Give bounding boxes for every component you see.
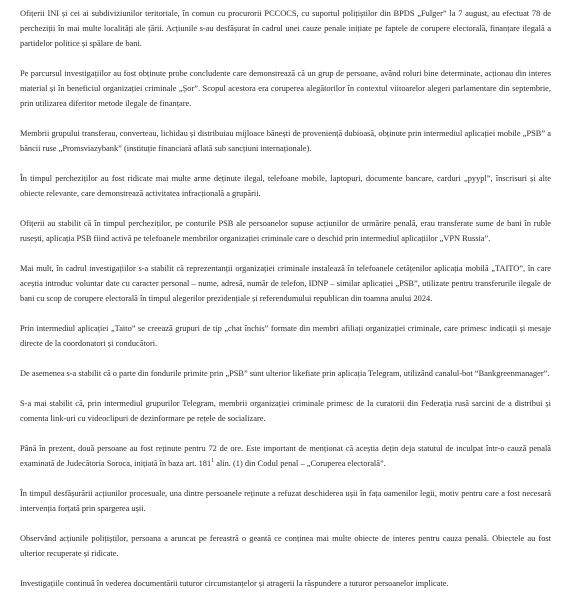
paragraph-taito-app: Mai mult, în cadrul investigațiilor s-a stabilit că reprezentanții organizației criminale instalează în telefoanele cetățenilor aplicația mobilă „TAITO”, în care aceștia introduc voluntar date cu caracter personal – nume, adresă, număr de telefon, IDNP – similar aplicației „PSB”, utilizate pentru transferurile ilegale de bani cu scop de corupere electorală în timpul alegerilor prezidențiale și referendumului republican din toamna anului 2024. [20,264,551,303]
paragraph-money-transfers: Membrii grupului transferau, converteau, lichidau și distribuiau mijloace bănești de proveniență dubioasă, obținute prin intermediul aplicației mobile „PSB” a băncii ruse „Promsviazybank” (instituție financiară aflată sub sancțiuni internaționale). [20,129,551,153]
paragraph-closed-chats: Prin intermediul aplicației „Taito” se creează grupuri de tip „chat închis” formate din membri afiliați organizației criminale, care primesc indicații și mesaje directe de la coordonatori și conducători. [20,324,551,348]
paragraph-evidence: Pe parcursul investigațiilor au fost obținute probe concludente care demonstrează că un grup de persoane, având roluri bine determinate, acționau din interes material și în beneficiul organizației criminale „Șor”. Scopul acestora era coruperea alegătorilor în contextul viitoarelor alegeri parlamentare din septembrie, prin utilizarea diferitor metode ilegale de finanțare. [20,69,551,108]
paragraph-psb-accounts: Ofițerii au stabilit că în timpul percheziților, pe conturile PSB ale persoanelor supuse acțiunilor de urmărire penală, erau transferate sume de bani în ruble rusești, aplicația PSB fiind activă pe telefoanele membrilor organizației criminale care o deschid prin intermediul aplicațiilor „VPN Russia”. [20,219,551,243]
paragraph-seized-items: În timpul percheziților au fost ridicate mai multe arme deținute ilegal, telefoane mobile, laptopuri, documente bancare, carduri „pyypl”, înscrisuri și alte obiecte relevante, care demonstrează activitatea infracțională a grupării. [20,174,551,198]
paragraph-disinformation: S-a mai stabilit că, prin intermediul grupurilor Telegram, membrii organizației criminale primesc de la curatorii din Federația rusă sarcini de a distribui și comenta link-uri cu videoclipuri de dezinformare pe rețele de socializare. [20,399,551,423]
paragraph-detentions [20,441,551,471]
paragraph-detentions-text: Până în prezent, două persoane au fost reținute pentru 72 de ore. Este important de menționat că aceștia dețin deja statutul de inculpat într-o cauză penală examinată de Judecătoria Soroca, inițiată în baza art. 181 [20,444,551,468]
paragraph-searches: Ofițerii INI și cei ai subdiviziunilor teritoriale, în comun cu procurorii PCCOCS, cu suportul polițiștilor din BPDS „Fulger” la 7 august, au efectuat 78 de percheziții în mai multe localități ale țării. Acțiunile s-au desfășurat în cadrul unei cauze penale inițiate pe faptele de corupere electorală, finanțare ilegală a partidelor politice și spălare de bani. [20,9,551,48]
paragraph-telegram-bot: De asemenea s-a stabilit că o parte din fondurile primite prin „PSB” sunt ulterior likefiate prin aplicația Telegram, utilizând canalul-bot “Bankgreenmanager”. [20,369,550,378]
paragraph-detentions-text-end: alin. (1) din Codul penal – „Coruperea electorală”. [214,459,386,468]
article-number-superscript: 1 [211,458,215,465]
paragraph-investigation-continues: Investigațiile continuă în vederea documentării tuturor circumstanțelor și atragerii la răspundere a tuturor persoanelor implicate. [20,579,449,588]
paragraph-thrown-bag: Observând acțiunile polițiștilor, persoana a aruncat pe fereastră o geantă ce conținea mai multe obiecte de interes pentru cauza penală. Obiectele au fost ulterior recuperate și ridicate. [20,534,551,558]
paragraph-forced-entry: În timpul desfășurării acțiunilor procesuale, una dintre persoanele reținute a refuzat deschiderea ușii în fața oamenilor legii, motiv pentru care a fost necesară intervenția forțată prin spargerea ușii. [20,489,551,513]
